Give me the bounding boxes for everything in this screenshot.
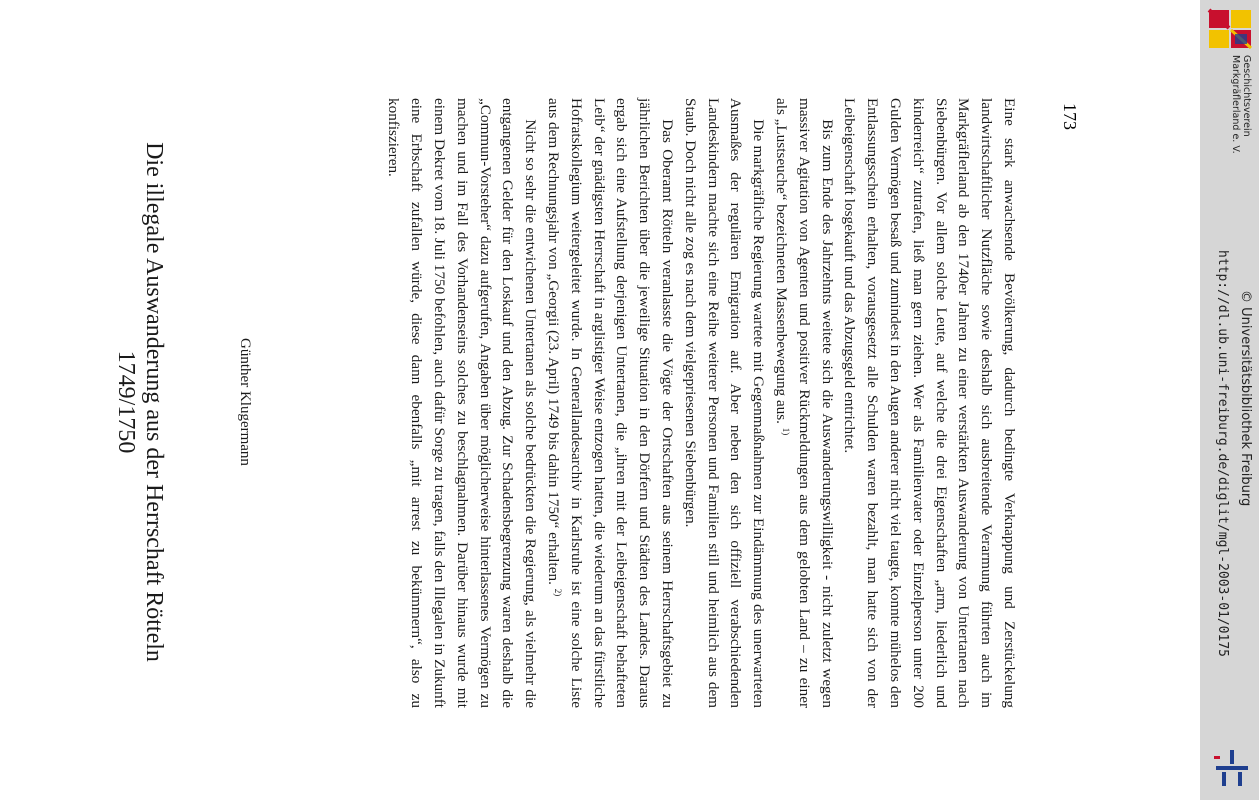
footnote-marker: 2) [553, 588, 564, 597]
title-line-1: Die illegale Auswanderung aus der Herrschaft Rötteln [141, 142, 167, 662]
university-library-logo-icon[interactable] [1212, 748, 1252, 788]
paragraph-text: Eine stark anwachsende Bevölkerung, dadurch bedingte Verknappung und Zerstückelung landwirtschaftlicher Nutzfläche sowie deshalb sich ausbreitende Verarmung führten auch im Markgräflerland ab den 1740er Jahren zu einer verstärkten Auswanderung von Untertanen nach Siebenbürgen. Vor allem solche Leute, auf welche die drei Eigenschaften „arm, liederlich und kinderreich“ zutrafen, ließ man gern ziehen. Wer als Familienvater oder Einzelperson unter 200 Gulden Vermögen besaß und zumindest in den Augen anderer nicht viel taugte, konnte mühelos den Entlassungsschein erhalten, vorausgesetzt alle Schulden waren bezahlt, man hatte sich von der Leibeigenschaft losgekauft und das Abzugsgeld entrichtet. [841, 98, 1018, 708]
author-name: Günther Klugermann [237, 338, 253, 466]
footnote-marker: 1) [781, 427, 792, 436]
paragraph [382, 98, 542, 708]
association-line-1: Geschichtsverein [1241, 55, 1252, 137]
paragraph [541, 98, 678, 708]
paragraph [838, 98, 1020, 708]
body-text [382, 98, 1020, 708]
document-title [112, 122, 168, 682]
title-line-2: 1749/1750 [113, 350, 139, 454]
association-line-2: Markgräflerland e. V. [1230, 55, 1241, 154]
paragraph-text: Bis zum Ende des Jahrzehnts weitete sich die Auswanderungswilligkeit - nicht zuletzt wegen massiver Agitation von Agenten und positiver Rückmeldungen aus dem gelobten Land – zu einer als „Lustseuche“ bezeichneten Massenbewegung aus. [773, 98, 836, 708]
paragraph-text: Das Oberamt Rötteln veranlasste die Vögte der Ortschaften aus seinem Herrschaftsgebiet zu jährlichen Berichten über die jeweilige Situation in den Dörfern und Städten des Landes. Daraus ergab sich eine Aufstellung derjenigen Untertanen, die „ihren mit der Leibeigenschaft behafteten Leib“ der gnädigsten Herrschaft in arglistiger Weise entzogen hatten, die wiederum an das fürstliche Hofratskollegium weitergeleitet wurde. In Generallandesarchiv in Karlsruhe ist eine solche Liste aus dem Rechnungsjahr von „Georgii (23. April) 1749 bis dahin 1750“ erhalten. [545, 98, 677, 708]
association-label [1230, 55, 1252, 195]
copyright-notice: © Universitätsbibliothek Freiburg [1238, 290, 1253, 507]
paragraph-text: Die markgräfliche Regierung wartete mit Gegenmaßnahmen zur Eindämmung des unerwarteten Ausmaßes der regulären Emigration auf. Aber neben den sich offiziell verabschiedenden Landeskindern machte sich eine Reihe weiterer Personen und Familien still und heimlich aus dem Staub. Doch nicht alle zog es nach dem vielgepriesenen Siebenbürgen. [681, 98, 768, 708]
coat-of-arms-icon [1207, 8, 1253, 50]
page-number: 173 [1060, 103, 1080, 130]
paragraph [769, 98, 837, 708]
paragraph-text: Nicht so sehr die entwichenen Untertanen als solche bedrückten die Regierung, als vielmehr die entgangenen Gelder für den Loskauf und den Abzug. Zur Schadensbegrenzung waren deshalb die „Commun-Vorsteher“ dazu aufgerufen, Angaben über möglicherweise hinterlassenes Vermögen zu machen und im Fall des Vorhandenseins solches zu beschlagnahmen. Darüber hinaus wurde mit einem Dekret vom 18. Juli 1750 befohlen, auch dafür Sorge zu tragen, falls den Illegalen in Zukunft eine Erbschaft zufallen würde, diese dann ebenfalls „mit arrest zu bekümmern“, also zu konfiszieren. [385, 98, 540, 708]
permalink-url[interactable]: http://dl.ub.uni-freiburg.de/diglit/mgl-2003-01/0175 [1215, 250, 1230, 657]
paragraph [678, 98, 769, 708]
